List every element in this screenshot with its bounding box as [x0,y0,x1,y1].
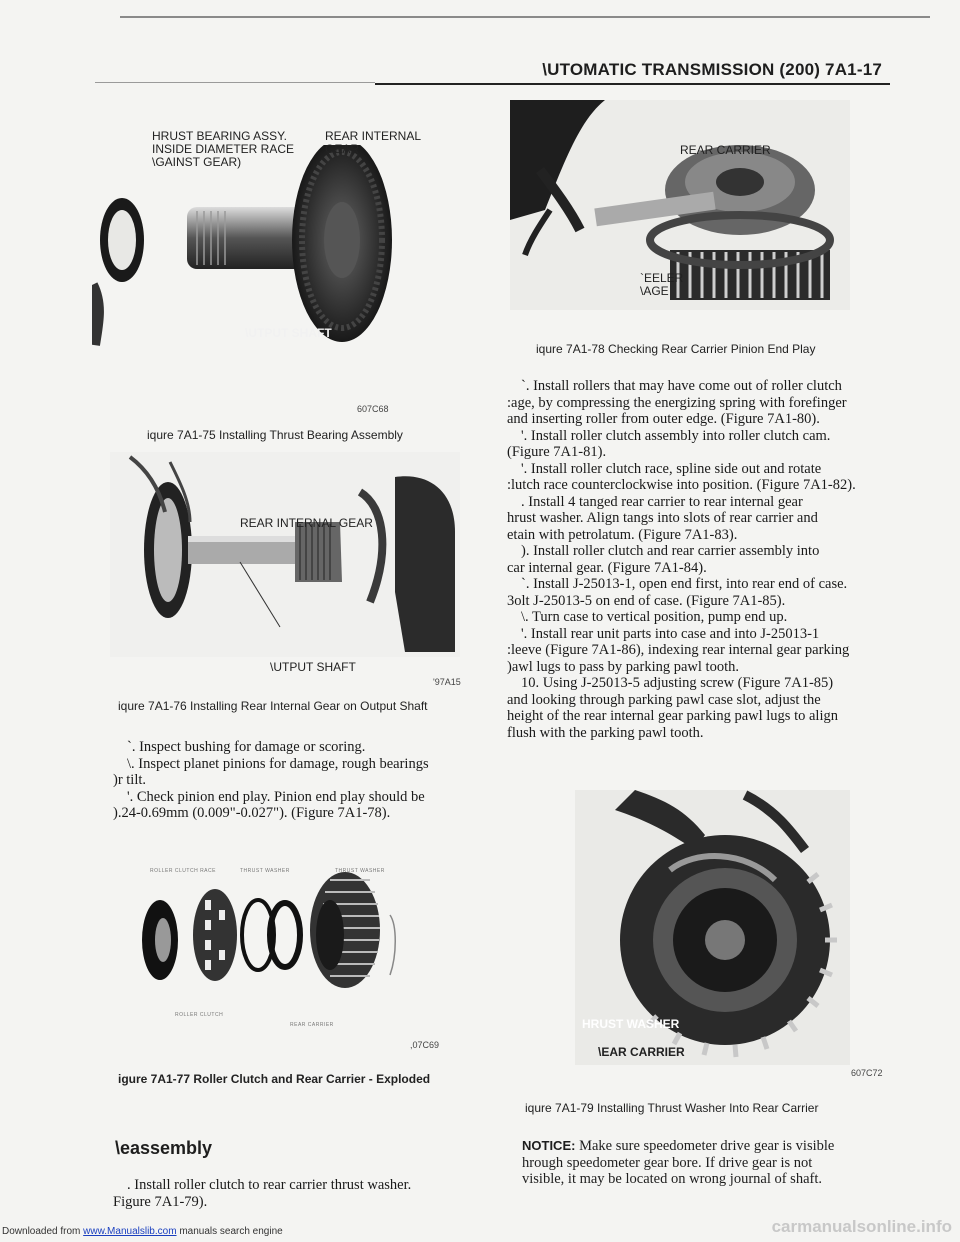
notice-line-3: visible, it may be located on wrong journal of shaft. [522,1171,822,1187]
top-rule [120,16,930,18]
footer-link[interactable]: www.Manualslib.com [83,1226,177,1237]
reassembly-body [113,1177,483,1210]
step-r7: `. Install J-25013-1, open end first, into rear end of case. [521,576,848,592]
step-r2-cont-2: and inserting roller from outer edge. (Figure 7A1-80). [507,411,820,427]
fig75-label-thrust-3: \GAINST GEAR) [152,155,242,169]
page-header: \UTOMATIC TRANSMISSION (200) 7A1-17 [542,60,882,79]
notice-block [508,1138,886,1188]
step-r2-cont-1: :age, by compressing the energizing spring with forefinger [507,394,847,411]
step-6: \. Inspect planet pinions for damage, rough bearings [127,755,429,772]
step-r7-cont: 3olt J-25013-5 on end of case. (Figure 7A1-85). [507,592,786,609]
notice-line-2: hrough speedometer gear bore. If drive gear is not [522,1154,813,1171]
fig76-caption: iqure 7A1-76 Installing Rear Internal Gear on Output Shaft [118,699,428,713]
step-r5-cont-2: etain with petrolatum. (Figure 7A1-83). [507,526,738,543]
left-steps [113,739,473,822]
header-rule-left [95,82,375,83]
footer [2,1226,283,1237]
fig78-label-carrier: REAR CARRIER [680,143,771,157]
step-r9-cont-2: )awl lugs to pass by parking pawl tooth. [507,658,739,675]
right-steps [507,378,887,741]
fig79-label-washer: HRUST WASHER [582,1017,680,1031]
fig75-label-thrust-2: INSIDE DIAMETER RACE [152,142,295,156]
fig79-caption: iqure 7A1-79 Installing Thrust Washer Into Rear Carrier [525,1101,819,1115]
fig76-code: '97A15 [433,677,461,687]
step-6-cont: )r tilt. [113,772,147,788]
step-r5: . Install 4 tanged rear carrier to rear internal gear [521,493,803,510]
figure-77-photo [135,860,435,1010]
fig77-caption: igure 7A1-77 Roller Clutch and Rear Carrier - Exploded [118,1072,431,1086]
fig75-label-shaft: \UTPUT SHAFT [245,326,332,340]
step-r10: 10. Using J-25013-5 adjusting screw (Figure 7A1-85) [521,675,834,691]
watermark: carmanualsonline.info [771,1217,952,1236]
fig75-label-gear-2: GEAR [325,142,360,156]
fig75-label-thrust-1: HRUST BEARING ASSY. [152,129,287,143]
fig75-label-gear-1: REAR INTERNAL [325,129,422,143]
fig78-label-gage-1: `EELER [640,271,684,285]
figure-76-photo [110,452,460,657]
step-r10-cont-2: height of the rear internal gear parking pawl lugs to align [507,708,838,724]
fig77-tiny-label-3: THRUST WASHER [335,868,385,874]
reassembly-step-1: . Install roller clutch to rear carrier thrust washer. [127,1177,412,1193]
reassembly-heading: \eassembly [115,1138,213,1158]
step-r6: ). Install roller clutch and rear carrier assembly into [521,543,820,559]
step-r3: '. Install roller clutch assembly into roller clutch cam. [521,427,831,444]
footer-prefix: Downloaded from [2,1226,81,1237]
fig77-code: ,07C69 [410,1040,440,1050]
fig75-caption: iqure 7A1-75 Installing Thrust Bearing Assembly [147,428,403,442]
fig77-tiny-label-4: ROLLER CLUTCH [175,1012,224,1018]
step-7: '. Check pinion end play. Pinion end play should be [127,788,425,805]
fig77-tiny-label-1: ROLLER CLUTCH RACE [150,868,216,874]
step-r10-cont-3: flush with the parking pawl tooth. [507,724,704,741]
fig77-tiny-label-2: THRUST WASHER [240,868,290,874]
step-r10-cont-1: and looking through parking pawl case slot, adjust the [507,691,821,708]
fig75-code: 607C68 [357,404,389,414]
step-r4-cont: :lutch race counterclockwise into position. (Figure 7A1-82). [507,477,856,493]
step-r4: '. Install roller clutch race, spline side out and rotate [521,460,822,477]
figure-75-photo [92,142,424,355]
step-r8: \. Turn case to vertical position, pump end up. [521,609,788,625]
header-rule [375,83,890,85]
fig79-code: 607C72 [851,1068,883,1078]
fig76-label-shaft: \UTPUT SHAFT [270,660,356,674]
step-r6-cont: car internal gear. (Figure 7A1-84). [507,559,707,576]
step-r2: `. Install rollers that may have come out of roller clutch [521,378,842,394]
fig78-caption: iqure 7A1-78 Checking Rear Carrier Pinion End Play [536,342,816,356]
notice-title: NOTICE: [522,1138,576,1153]
reassembly-step-1-cont: Figure 7A1-79). [113,1193,208,1210]
fig77-tiny-label-5: REAR CARRIER [290,1022,334,1028]
step-r3-cont: (Figure 7A1-81). [507,444,607,460]
fig76-label-gear: REAR INTERNAL GEAR [240,516,373,530]
step-7-cont: ).24-0.69mm (0.009"-0.027"). (Figure 7A1-78). [113,805,391,821]
fig79-label-carrier: \EAR CARRIER [598,1045,685,1059]
step-r9-cont-1: :leeve (Figure 7A1-86), indexing rear internal gear parking [507,642,850,658]
notice-line-1: Make sure speedometer drive gear is visible [579,1138,835,1154]
fig78-label-gage-2: \AGE [640,284,669,298]
footer-suffix: manuals search engine [179,1226,283,1237]
step-r9: '. Install rear unit parts into case and into J-25013-1 [521,625,820,642]
step-r5-cont-1: hrust washer. Align tangs into slots of rear carrier and [507,510,818,526]
step-5: `. Inspect bushing for damage or scoring. [127,739,366,755]
